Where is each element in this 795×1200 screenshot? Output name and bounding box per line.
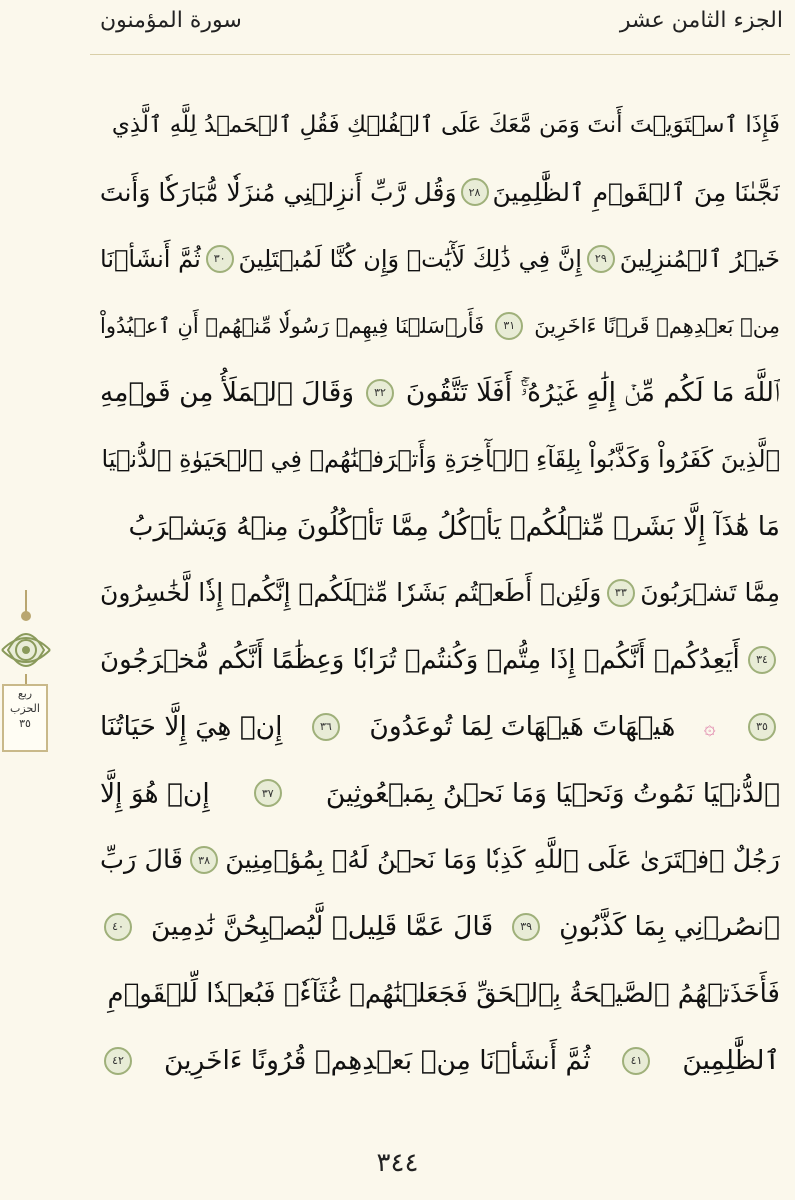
text-line <box>100 693 780 760</box>
text-line <box>100 894 780 961</box>
juz-label: الجزء الثامن عشر <box>619 8 783 33</box>
verse-text: خَيۡرُ ٱلۡمُنزِلِينَ <box>619 244 780 273</box>
verse-text: ٱللَّهَ مَا لَكُم مِّنۡ إِلَٰهٍ غَيۡرُهُۥٓۚ أَفَلَا تَتَّقُونَ <box>405 376 780 408</box>
text-line <box>100 159 780 226</box>
ayah-number-marker: ٣٢ <box>366 379 394 407</box>
verse-text: قَالَ عَمَّا قَلِيلٖ لَّيُصۡبِحُنَّ نَٰدِمِينَ <box>150 911 494 943</box>
text-line <box>100 560 780 627</box>
ayah-number-marker: ٤٠ <box>104 913 132 941</box>
text-line <box>100 426 780 493</box>
text-line <box>100 827 780 894</box>
ayah-number-marker: ٣٥ <box>748 713 776 741</box>
hizb-ornament-icon <box>0 590 52 686</box>
text-line <box>100 226 780 293</box>
verse-text: ٱلَّذِينَ كَفَرُواْ وَكَذَّبُواْ بِلِقَآءِ ٱلۡأٓخِرَةِ وَأَتۡرَفۡنَٰهُمۡ فِي ٱلۡحَيَوٰةِ ٱلدُّنۡيَا <box>101 445 780 474</box>
ayah-number-marker: ٣١ <box>495 312 523 340</box>
verse-text: أَيَعِدُكُمۡ أَنَّكُمۡ إِذَا مِتُّمۡ وَكُنتُمۡ تُرَابٗا وَعِظَٰمًا أَنَّكُم مُّخۡرَجُونَ <box>100 644 740 675</box>
verse-text: ثُمَّ أَنشَأۡنَا مِنۢ بَعۡدِهِمۡ قُرُونًا ءَاخَرِينَ <box>163 1045 591 1077</box>
verse-text: ٱنصُرۡنِي بِمَا كَذَّبُونِ <box>559 911 780 943</box>
text-line <box>100 1027 780 1094</box>
ayah-number-marker: ٣٤ <box>748 646 776 674</box>
header-divider <box>90 54 790 55</box>
ayah-number-marker: ٣٧ <box>254 779 282 807</box>
verse-text: إِنَّ فِي ذَٰلِكَ لَأٓيَٰتٖ وَإِن كُنَّا لَمُبۡتَلِينَ <box>238 244 582 273</box>
verse-text: وَقُل رَّبِّ أَنزِلۡنِي مُنزَلٗا مُّبَارَكٗا وَأَنتَ <box>100 177 457 207</box>
text-line <box>100 92 780 159</box>
verse-text: ٱلدُّنۡيَا نَمُوتُ وَنَحۡيَا وَمَا نَحۡنُ بِمَبۡعُوثِينَ <box>325 777 780 809</box>
verse-text: مِنۢ بَعۡدِهِمۡ قَرۡنًا ءَاخَرِينَ <box>534 313 780 338</box>
quran-text-block <box>100 92 780 1094</box>
verse-text: ٱلظَّٰلِمِينَ <box>682 1045 780 1077</box>
text-line <box>100 626 780 693</box>
ayah-number-marker: ٢٩ <box>587 245 615 273</box>
ayah-number-marker: ٣٦ <box>312 713 340 741</box>
text-line <box>100 760 780 827</box>
verse-text: وَلَئِنۡ أَطَعۡتُم بَشَرٗا مِّثۡلَكُمۡ إِنَّكُمۡ إِذٗا لَّخَٰسِرُونَ <box>100 578 602 608</box>
verse-text: ثُمَّ أَنشَأۡنَا <box>100 244 201 273</box>
text-line <box>100 359 780 426</box>
verse-text: مِمَّا تَشۡرَبُونَ <box>640 578 780 608</box>
ayah-number-marker: ٤٢ <box>104 1047 132 1075</box>
verse-text: نَجَّىٰنَا مِنَ ٱلۡقَوۡمِ ٱلظَّٰلِمِينَ <box>492 177 780 207</box>
hizb-label-box <box>2 684 48 752</box>
verse-text: مَا هَٰذَآ إِلَّا بَشَرٞ مِّثۡلُكُمۡ يَأۡكُلُ مِمَّا تَأۡكُلُونَ مِنۡهُ وَيَشۡرَبُ <box>128 510 780 542</box>
verse-text: إِنۡ هُوَ إِلَّا <box>100 777 210 809</box>
hizb-line-1: ربع <box>17 687 33 700</box>
page-header <box>0 0 795 60</box>
page-number: ٣٤٤ <box>376 1148 419 1178</box>
ayah-number-marker: ٢٨ <box>461 178 489 206</box>
text-line <box>100 493 780 560</box>
verse-text: رَجُلٌ ٱفۡتَرَىٰ عَلَى ٱللَّهِ كَذِبٗا وَمَا نَحۡنُ لَهُۥ بِمُؤۡمِنِينَ <box>225 845 780 876</box>
ayah-number-marker: ٣٣ <box>607 579 635 607</box>
ayah-number-marker: ٣٩ <box>512 913 540 941</box>
hizb-quarter-marker <box>0 590 52 765</box>
verse-text: وَقَالَ ٱلۡمَلَأُ مِن قَوۡمِهِ <box>100 377 355 409</box>
surah-label: سورة المؤمنون <box>100 8 242 33</box>
verse-text: فَأَخَذَتۡهُمُ ٱلصَّيۡحَةُ بِٱلۡحَقِّ فَجَعَلۡنَٰهُمۡ غُثَآءٗۚ فَبُعۡدٗا لِّلۡقَوۡمِ <box>107 978 780 1009</box>
verse-text: فَإِذَا ٱسۡتَوَيۡتَ أَنتَ وَمَن مَّعَكَ عَلَى ٱلۡفُلۡكِ فَقُلِ ٱلۡحَمۡدُ لِلَّهِ ٱلَّذِي <box>111 112 780 139</box>
verse-text: هَيۡهَاتَ هَيۡهَاتَ لِمَا تُوعَدُونَ <box>369 711 676 743</box>
ayah-number-marker: ٣٠ <box>206 245 234 273</box>
ayah-number-marker: ٣٨ <box>190 846 218 874</box>
text-line <box>100 292 780 359</box>
rub-el-hizb-icon: ۞ <box>703 714 716 739</box>
ayah-number-marker: ٤١ <box>622 1047 650 1075</box>
hizb-line-3: ٣٥ <box>19 717 31 730</box>
verse-text: فَأَرۡسَلۡنَا فِيهِمۡ رَسُولٗا مِّنۡهُمۡ أَنِ ٱعۡبُدُواْ <box>100 313 485 338</box>
text-line <box>100 960 780 1027</box>
verse-text: إِنۡ هِيَ إِلَّا حَيَاتُنَا <box>100 711 283 743</box>
verse-text: قَالَ رَبِّ <box>100 845 183 876</box>
hizb-line-2: الحزب <box>10 702 40 715</box>
